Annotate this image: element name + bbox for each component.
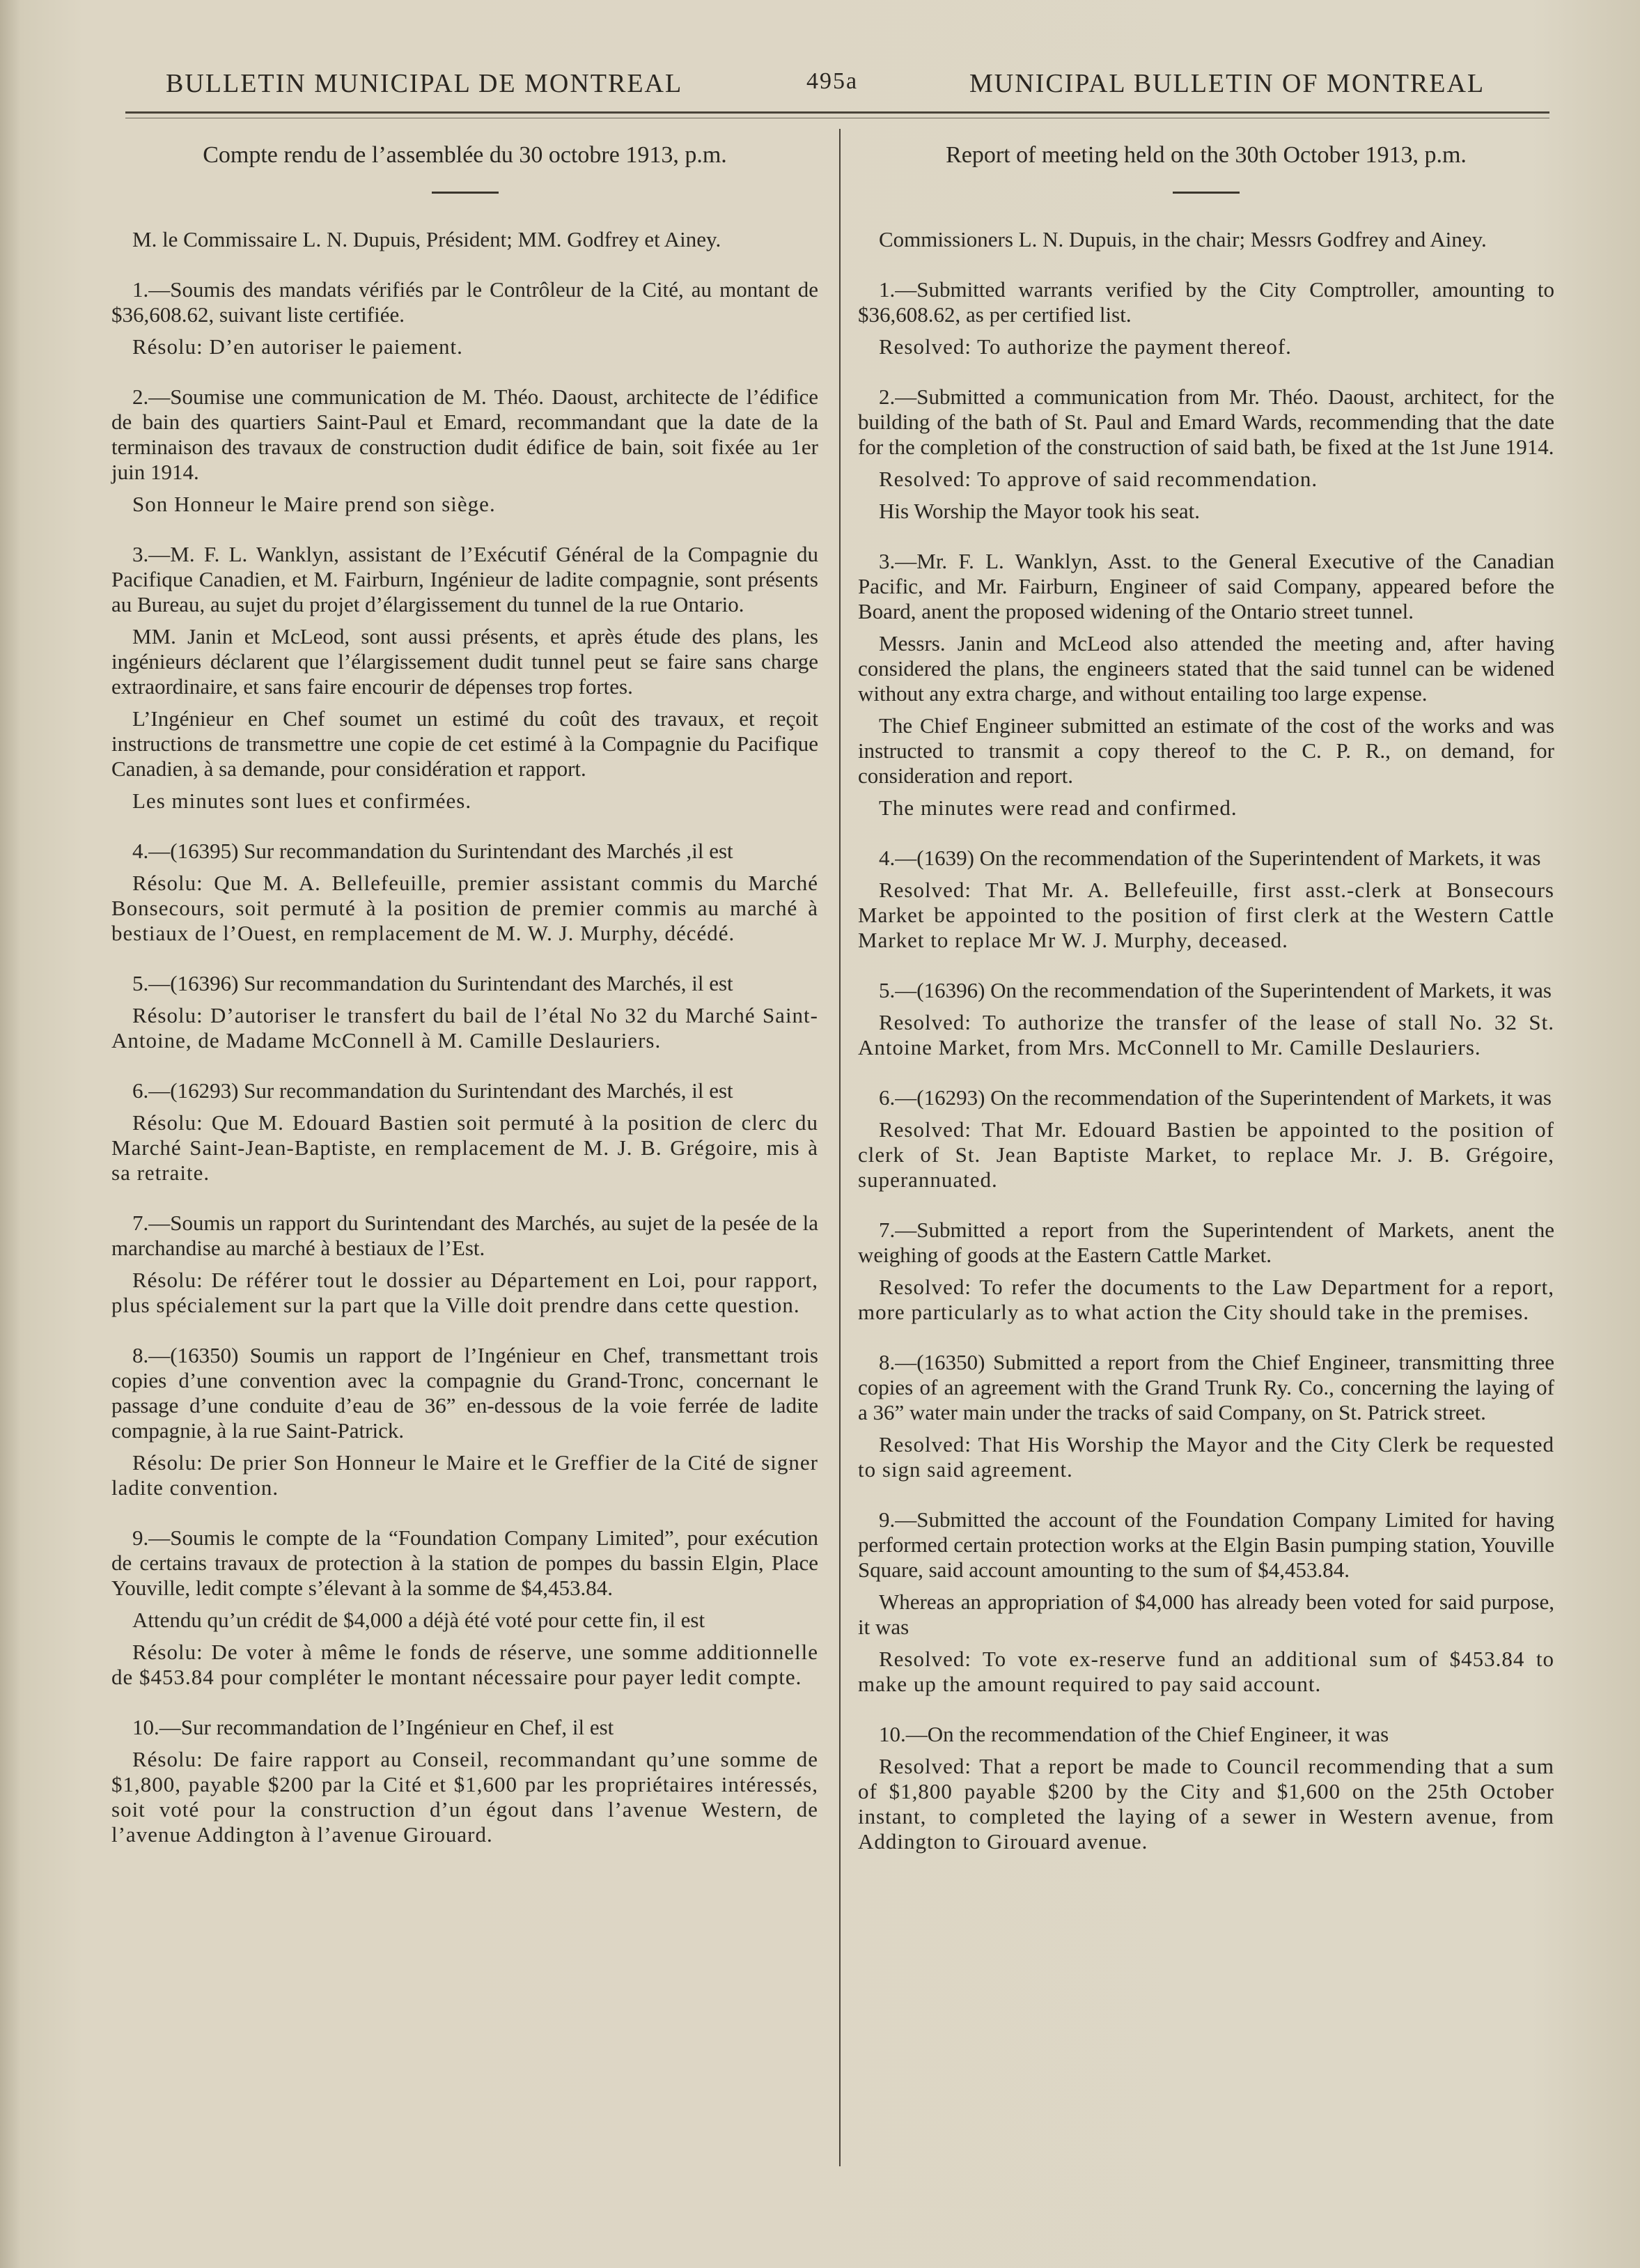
item-text: 5.—(16396) Sur recommandation du Surintendant des Marchés, il est	[132, 971, 733, 995]
item-resolution: Resolved: To vote ex-reserve fund an additional sum of $453.84 to make up the amount required to pay said account.	[858, 1647, 1554, 1696]
item-extra: The Chief Engineer submitted an estimate of the cost of the works and was instructed to transmit a copy thereof to the C. P. R., on demand, for consideration and report.	[858, 713, 1554, 788]
item-resolution: Résolu: De faire rapport au Conseil, recommandant qu’une somme de $1,800, payable $200 par la Cité et $1,600 par les propriétaires intéressés, soit voté pour la construction d’un égout dans l’avenue Western, de l’avenue Addington à l’avenue Girouard.	[111, 1747, 818, 1847]
fr-item-6	[111, 1078, 818, 1186]
item-resolution: Les minutes sont lues et confirmées.	[132, 789, 472, 813]
item-resolution: Resolved: That a report be made to Council recommending that a sum of $1,800 payable $200 by the City and $1,600 on the 25th October instant, to completed the laying of a sewer in Western avenue, from Addington to Girouard avenue.	[858, 1754, 1554, 1854]
item-extra: L’Ingénieur en Chef soumet un estimé du coût des travaux, et reçoit instructions de transmettre une copie de cet estimé à la Compagnie du Pacifique Canadien, à sa demande, pour considération et rapport.	[111, 706, 818, 781]
item-text: 4.—(1639) On the recommendation of the Superintendent of Markets, it was	[879, 846, 1541, 870]
item-extra: Whereas an appropriation of $4,000 has already been voted for said purpose, it was	[858, 1590, 1554, 1639]
item-resolution: Résolu: D’autoriser le transfert du bail de l’étal No 32 du Marché Saint-Antoine, de Madame McConnell à M. Camille Deslauriers.	[111, 1003, 818, 1053]
french-column	[111, 143, 818, 1872]
item-text: 1.—Submitted warrants verified by the City Comptroller, amounting to $36,608.62, as per certified list.	[858, 277, 1554, 327]
item-resolution: Resolved: That His Worship the Mayor and the City Clerk be requested to sign said agreement.	[858, 1432, 1554, 1482]
fr-item-5	[111, 971, 818, 1053]
item-resolution: Son Honneur le Maire prend son siège.	[132, 492, 496, 516]
en-item-1	[858, 277, 1554, 359]
item-resolution: Resolved: That Mr. Edouard Bastien be appointed to the position of clerk of St. Jean Baptiste Market, to replace Mr. J. B. Grégoire, superannuated.	[858, 1117, 1554, 1192]
attendance-text: M. le Commissaire L. N. Dupuis, Président; MM. Godfrey et Ainey.	[132, 227, 721, 251]
item-text: 2.—Submitted a communication from Mr. Théo. Daoust, architect, for the building of the bath of St. Paul and Emard Wards, recommending that the date for the completion of the construction of said bath, be fixed at the 1st June 1914.	[858, 385, 1554, 459]
item-extra: His Worship the Mayor took his seat.	[879, 499, 1201, 523]
page-number: 495a	[806, 68, 859, 94]
header-rule	[125, 111, 1549, 114]
fr-item-10	[111, 1715, 818, 1847]
item-text: 8.—(16350) Soumis un rapport de l’Ingénieur en Chef, transmettant trois copies d’une convention avec la compagnie du Grand-Tronc, concernant le passage d’une conduite d’eau de 36” en-dessous de la voie ferrée de ladite compagnie, à la rue Saint-Patrick.	[111, 1343, 818, 1443]
en-item-2	[858, 385, 1554, 524]
column-divider	[839, 129, 841, 2166]
title-separator	[1173, 192, 1240, 194]
item-resolution: Résolu: De voter à même le fonds de réserve, une somme additionnelle de $453.84 pour compléter le montant nécessaire pour payer ledit compte.	[111, 1640, 818, 1689]
item-text: 2.—Soumise une communication de M. Théo. Daoust, architecte de l’édifice de bain des quartiers Saint-Paul et Emard, recommandant que la date de la terminaison des travaux de construction dudit édifice de bain, soit fixée au 1er juin 1914.	[111, 385, 818, 484]
item-text: 3.—Mr. F. L. Wanklyn, Asst. to the General Executive of the Canadian Pacific, and Mr. Fairburn, Engineer of said Company, appeared before the Board, anent the proposed widening of the Ontario street tunnel.	[858, 549, 1554, 623]
item-resolution: Resolved: To authorize the payment thereof.	[879, 334, 1292, 359]
header-right-title: MUNICIPAL BULLETIN OF MONTREAL	[969, 69, 1485, 98]
en-item-7	[858, 1218, 1554, 1325]
english-column	[858, 143, 1554, 1879]
fr-item-4	[111, 839, 818, 946]
running-header	[0, 61, 1640, 103]
en-item-5	[858, 978, 1554, 1060]
item-text: 9.—Submitted the account of the Foundation Company Limited for having performed certain protection works at the Elgin Basin pumping station, Youville Square, said account amounting to the sum of $4,453.84.	[858, 1507, 1554, 1582]
item-resolution: Résolu: D’en autoriser le paiement.	[132, 334, 463, 359]
item-text: 8.—(16350) Submitted a report from the Chief Engineer, transmitting three copies of an agreement with the Grand Trunk Ry. Co., concerning the laying of a 36” water main under the tracks of said Company, on St. Patrick street.	[858, 1350, 1554, 1424]
title-separator	[432, 192, 499, 194]
french-attendance	[111, 227, 818, 252]
item-text: 4.—(16395) Sur recommandation du Surintendant des Marchés ,il est	[132, 839, 733, 863]
item-resolution: Résolu: De référer tout le dossier au Département en Loi, pour rapport, plus spécialement sur la part que la Ville doit prendre dans cette question.	[111, 1268, 818, 1317]
item-text: 10.—On the recommendation of the Chief Engineer, it was	[879, 1722, 1389, 1746]
fr-item-2	[111, 385, 818, 517]
fr-item-9	[111, 1525, 818, 1690]
item-extra: MM. Janin et McLeod, sont aussi présents, et après étude des plans, les ingénieurs déclarent que l’élargissement dudit tunnel peut se faire sans charge extraordinaire, et sans faire encourir de dépenses trop fortes.	[111, 624, 818, 699]
header-left-title: BULLETIN MUNICIPAL DE MONTREAL	[166, 69, 683, 98]
item-resolution: Resolved: To approve of said recommendation.	[879, 467, 1318, 491]
item-resolution: Resolved: That Mr. A. Bellefeuille, first asst.-clerk at Bonsecours Market be appointed to the position of first clerk at the Western Cattle Market to replace Mr W. J. Murphy, deceased.	[858, 878, 1554, 952]
item-resolution: Resolved: To authorize the transfer of the lease of stall No. 32 St. Antoine Market, from Mrs. McConnell to Mr. Camille Deslauriers.	[858, 1010, 1554, 1059]
item-resolution: The minutes were read and confirmed.	[879, 795, 1237, 820]
item-text: 7.—Soumis un rapport du Surintendant des Marchés, au sujet de la pesée de la marchandise au marché à bestiaux de l’Est.	[111, 1211, 818, 1260]
attendance-text: Commissioners L. N. Dupuis, in the chair; Messrs Godfrey and Ainey.	[879, 227, 1487, 251]
fr-item-8	[111, 1343, 818, 1500]
item-text: 1.—Soumis des mandats vérifiés par le Contrôleur de la Cité, au montant de $36,608.62, suivant liste certifiée.	[111, 277, 818, 327]
item-text: 7.—Submitted a report from the Superintendent of Markets, anent the weighing of goods at the Eastern Cattle Market.	[858, 1218, 1554, 1267]
item-text: 6.—(16293) Sur recommandation du Surintendant des Marchés, il est	[132, 1078, 733, 1103]
en-item-3	[858, 549, 1554, 821]
item-extra: Attendu qu’un crédit de $4,000 a déjà été voté pour cette fin, il est	[132, 1608, 705, 1632]
item-resolution: Résolu: Que M. A. Bellefeuille, premier assistant commis du Marché Bonsecours, soit permuté à la position de premier commis au marché à bestiaux de l’Ouest, en remplacement de M. W. J. Murphy, décédé.	[111, 871, 818, 945]
en-item-9	[858, 1507, 1554, 1697]
item-resolution: Resolved: To refer the documents to the Law Department for a report, more particularly as to what action the City should take in the premises.	[858, 1275, 1554, 1324]
french-title: Compte rendu de l’assemblée du 30 octobre 1913, p.m.	[203, 142, 727, 168]
en-item-4	[858, 846, 1554, 953]
en-item-8	[858, 1350, 1554, 1482]
item-text: 9.—Soumis le compte de la “Foundation Company Limited”, pour exécution de certains travaux de protection à la station de pompes du bassin Elgin, Place Youville, ledit compte s’élevant à la somme de $4,453.84.	[111, 1525, 818, 1600]
en-item-6	[858, 1085, 1554, 1193]
item-text: 3.—M. F. L. Wanklyn, assistant de l’Exécutif Général de la Compagnie du Pacifique Canadien, et M. Fairburn, Ingénieur de ladite compagnie, sont présents au Bureau, au sujet du projet d’élargissement du tunnel de la rue Ontario.	[111, 542, 818, 616]
fr-item-3	[111, 542, 818, 814]
english-title: Report of meeting held on the 30th October 1913, p.m.	[946, 142, 1467, 168]
english-attendance	[858, 227, 1554, 252]
fr-item-7	[111, 1211, 818, 1318]
item-resolution: Résolu: De prier Son Honneur le Maire et le Greffier de la Cité de signer ladite convention.	[111, 1450, 818, 1500]
item-text: 5.—(16396) On the recommendation of the Superintendent of Markets, it was	[879, 978, 1552, 1002]
item-resolution: Résolu: Que M. Edouard Bastien soit permuté à la position de clerc du Marché Saint-Jean-Baptiste, en remplacement de M. J. B. Grégoire, mis à sa retraite.	[111, 1110, 818, 1185]
item-extra: Messrs. Janin and McLeod also attended the meeting and, after having considered the plans, the engineers stated that the said tunnel can be widened without any extra charge, and without entailing too large expense.	[858, 631, 1554, 706]
item-text: 6.—(16293) On the recommendation of the Superintendent of Markets, it was	[879, 1085, 1552, 1110]
en-item-10	[858, 1722, 1554, 1854]
item-text: 10.—Sur recommandation de l’Ingénieur en Chef, il est	[132, 1715, 614, 1739]
fr-item-1	[111, 277, 818, 359]
